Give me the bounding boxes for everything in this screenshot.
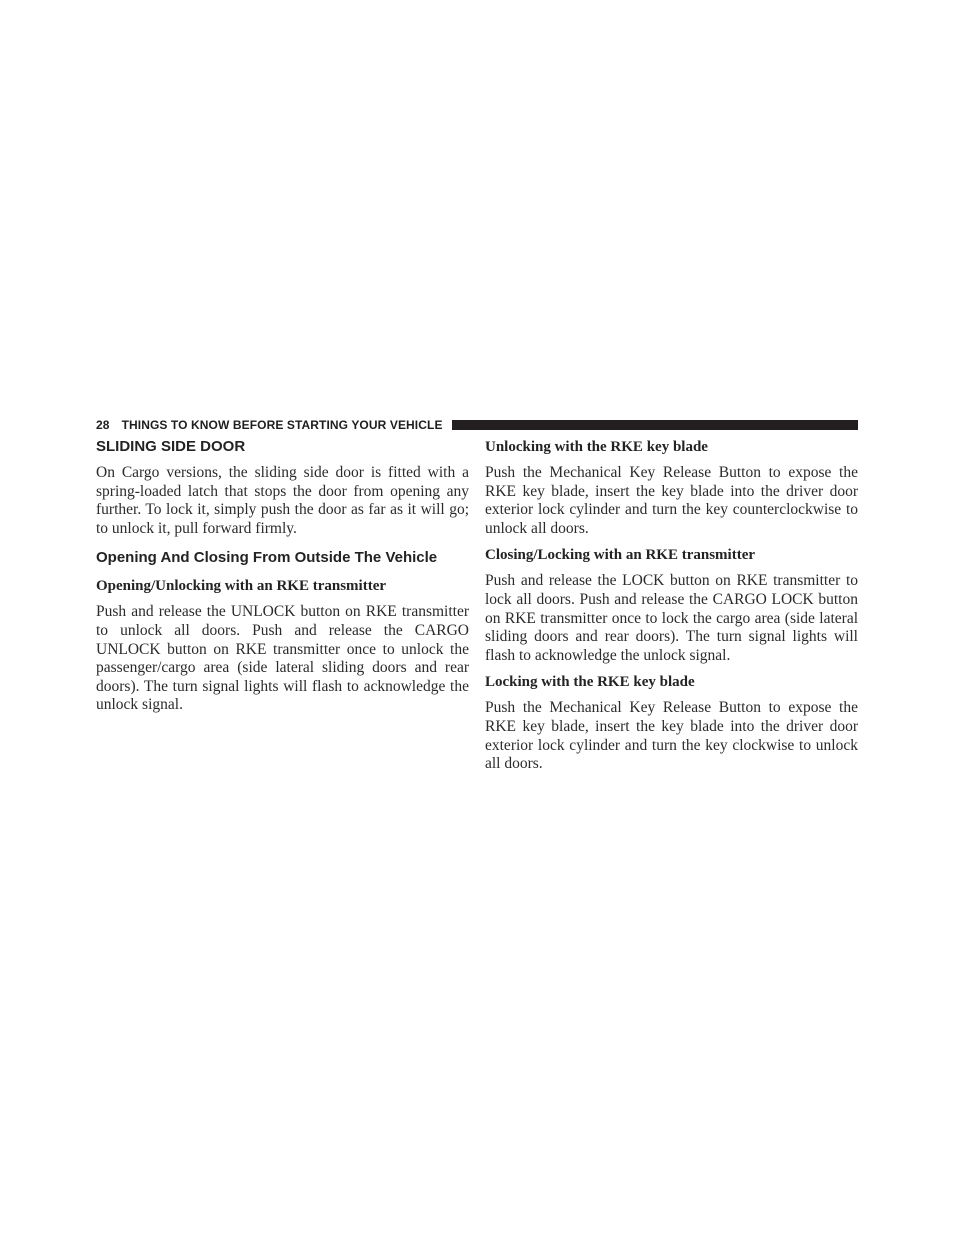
unlocking-key-blade-paragraph: Push the Mechanical Key Release Button to expose the RKE key blade, insert the key blade into the driver door exterior lock cylinder and turn the key counterclockwise to unlock all doors.: [485, 464, 858, 537]
closing-locking-paragraph: Push and release the LOCK button on RKE transmitter to lock all doors. Push and release the CARGO LOCK button on RKE transmitter once to lock the cargo area (side lateral sliding doors and rear doors). The turn signal lights will flash to acknowledge the unlock signal.: [485, 572, 858, 664]
locking-key-blade-subheading: Locking with the RKE key blade: [485, 674, 695, 691]
left-column: [96, 436, 469, 715]
right-column: [485, 436, 858, 774]
running-header: [96, 418, 443, 432]
unlocking-key-blade-subheading: Unlocking with the RKE key blade: [485, 439, 708, 455]
locking-key-blade-paragraph: Push the Mechanical Key Release Button to expose the RKE key blade, insert the key blade into the driver door exterior lock cylinder and turn the key clockwise to unlock all doors.: [485, 699, 858, 773]
section-title: THINGS TO KNOW BEFORE STARTING YOUR VEHICLE: [121, 418, 443, 432]
outside-vehicle-heading: Opening And Closing From Outside The Vehicle: [96, 549, 438, 567]
page-header: [96, 417, 858, 433]
sliding-side-door-paragraph: On Cargo versions, the sliding side door is fitted with a spring-loaded latch that stops the door from opening any further. To lock it, simply push the door as far as it will go; to unlock it, pull forward firmly.: [96, 464, 469, 537]
page-number: 28: [96, 418, 110, 432]
opening-unlocking-subheading: Opening/Unlocking with an RKE transmitter: [96, 578, 387, 595]
opening-unlocking-paragraph: Push and release the UNLOCK button on RKE transmitter to unlock all doors. Push and release the CARGO UNLOCK button on RKE transmitter once to unlock the passenger/cargo area (side lateral sliding doors and rear doors). The turn signal lights will flash to acknowledge the unlock signal.: [96, 603, 469, 714]
closing-locking-subheading: Closing/Locking with an RKE transmitter: [485, 547, 756, 564]
header-rule: [452, 420, 858, 430]
sliding-side-door-heading: SLIDING SIDE DOOR: [96, 438, 246, 455]
